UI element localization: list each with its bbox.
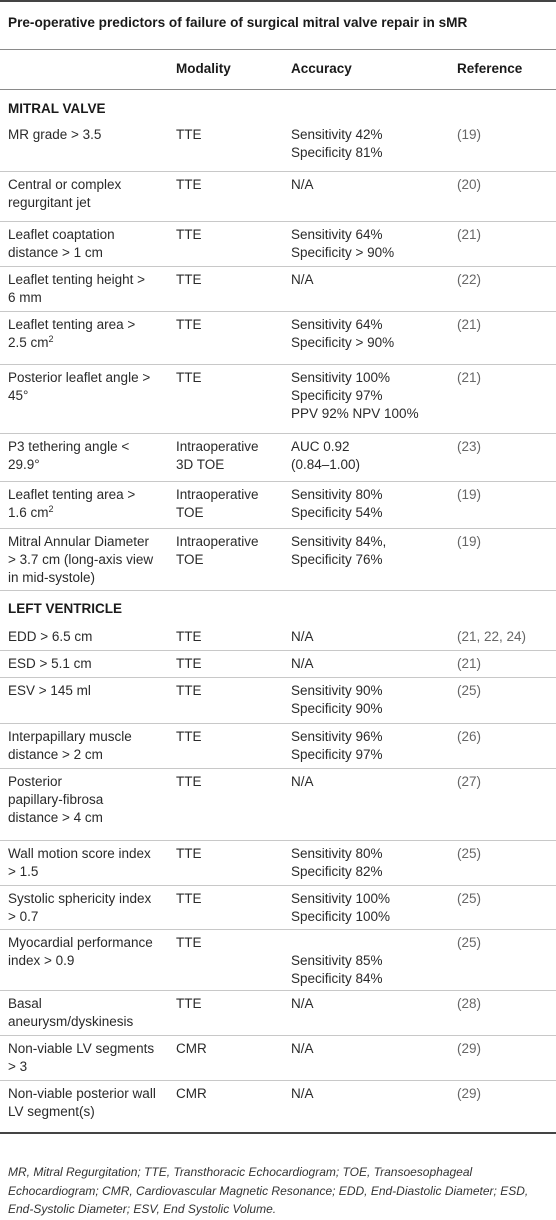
table-caption: Pre-operative predictors of failure of surgical mitral valve repair in sMR [8,15,468,30]
accuracy-text: Sensitivity 84%, [291,534,387,549]
predictor-text: > 1.5 [8,864,39,879]
reference-link: (21) [457,317,482,332]
modality-text: TTE [176,656,202,671]
column-header: Accuracy [291,61,352,76]
top-rule [0,0,556,2]
predictor-text: Interpapillary muscle [8,729,132,744]
caption-rule [0,49,556,50]
accuracy-text: Sensitivity 80% [291,487,383,502]
accuracy-text: Sensitivity 100% [291,891,391,906]
modality-text: CMR [176,1086,207,1101]
predictor-text: Central or complex [8,177,122,192]
accuracy-text: N/A [291,272,314,287]
modality-text: CMR [176,1041,207,1056]
row-separator [0,590,556,591]
predictor-text: LV segment(s) [8,1104,95,1119]
reference-link: (20) [457,177,482,192]
predictor-text: aneurysm/dyskinesis [8,1014,134,1029]
accuracy-text: N/A [291,774,314,789]
predictor-text: Non-viable posterior wall [8,1086,156,1101]
predictor-text: Posterior [8,774,63,789]
section-heading: LEFT VENTRICLE [8,601,122,616]
reference-link: (22) [457,272,482,287]
row-separator [0,768,556,769]
accuracy-text: Specificity 97% [291,747,383,762]
predictor-text: Posterior leaflet angle > [8,370,151,385]
accuracy-text: N/A [291,656,314,671]
predictor-text: P3 tethering angle < [8,439,130,454]
modality-text: 3D TOE [176,457,225,472]
accuracy-text: N/A [291,1041,314,1056]
accuracy-text: Sensitivity 96% [291,729,383,744]
row-separator [0,433,556,434]
predictor-text: Non-viable LV segments [8,1041,155,1056]
modality-text: TTE [176,227,202,242]
predictor-text: Leaflet tenting area > [8,487,136,502]
reference-link: (25) [457,683,482,698]
row-separator [0,840,556,841]
row-separator [0,677,556,678]
superscript: 2 [48,334,54,344]
modality-text: TTE [176,629,202,644]
row-separator [0,723,556,724]
accuracy-text: Specificity 84% [291,971,383,986]
accuracy-text: Specificity 54% [291,505,383,520]
modality-text: TTE [176,127,202,142]
predictor-text: ESD > 5.1 cm [8,656,92,671]
modality-text: TTE [176,935,202,950]
reference-link: (27) [457,774,482,789]
modality-text: Intraoperative [176,487,259,502]
predictor-text: Leaflet coaptation [8,227,115,242]
accuracy-text: N/A [291,996,314,1011]
predictor-text: papillary-fibrosa [8,792,104,807]
row-separator [0,650,556,651]
reference-link: (25) [457,891,482,906]
predictor-text: Leaflet tenting height > [8,272,145,287]
reference-link: (19) [457,127,482,142]
accuracy-text: Sensitivity 64% [291,227,383,242]
predictor-text: MR grade > 3.5 [8,127,102,142]
reference-link: (21) [457,656,482,671]
predictor-text: Leaflet tenting area > [8,317,136,332]
accuracy-text: (0.84–1.00) [291,457,361,472]
predictor-text: EDD > 6.5 cm [8,629,93,644]
reference-link: (28) [457,996,482,1011]
accuracy-text: Sensitivity 64% [291,317,383,332]
modality-text: TOE [176,505,204,520]
predictor-text: index > 0.9 [8,953,75,968]
reference-link: (26) [457,729,482,744]
accuracy-text: Specificity 81% [291,145,383,160]
accuracy-text: Specificity 97% [291,388,383,403]
modality-text: TTE [176,272,202,287]
row-separator [0,311,556,312]
predictor-text: distance > 2 cm [8,747,103,762]
accuracy-text: N/A [291,177,314,192]
accuracy-text: Sensitivity 90% [291,683,383,698]
predictor-text: 29.9° [8,457,40,472]
table-footnote: MR, Mitral Regurgitation; TTE, Transthoracic Echocardiogram; TOE, Transoesophageal Echocardiogram; CMR, Cardiovascular Magnetic Resonance; EDD, End-Diastolic Diameter; ESD, End-Systolic Diameter; ESV, End Systolic Volume. [8,1165,529,1216]
accuracy-text: PPV 92% NPV 100% [291,406,419,421]
row-separator [0,1080,556,1081]
predictor-text: in mid-systole) [8,570,96,585]
modality-text: TTE [176,846,202,861]
predictor-text: Wall motion score index [8,846,151,861]
accuracy-text: Specificity 82% [291,864,383,879]
predictor-text: > 3.7 cm (long-axis view [8,552,154,567]
modality-text: TTE [176,996,202,1011]
row-separator [0,528,556,529]
accuracy-text: Specificity 76% [291,552,383,567]
reference-link: (21) [457,227,482,242]
modality-text: Intraoperative [176,439,259,454]
modality-text: TTE [176,683,202,698]
accuracy-text: Sensitivity 100% [291,370,391,385]
modality-text: TTE [176,370,202,385]
row-separator [0,171,556,172]
row-separator [0,266,556,267]
modality-text: TTE [176,317,202,332]
column-header: Reference [457,61,523,76]
accuracy-text: N/A [291,1086,314,1101]
row-separator [0,364,556,365]
predictor-text: 45° [8,388,29,403]
row-separator [0,929,556,930]
predictor-text: Systolic sphericity index [8,891,152,906]
reference-link: (29) [457,1041,482,1056]
modality-text: TTE [176,729,202,744]
section-heading: MITRAL VALVE [8,101,106,116]
predictor-text: distance > 1 cm [8,245,103,260]
reference-link: (19) [457,487,482,502]
reference-link: (23) [457,439,482,454]
predictor-text: Basal [8,996,42,1011]
predictor-text: ESV > 145 ml [8,683,91,698]
superscript: 2 [48,504,54,514]
accuracy-text: Sensitivity 85% [291,953,383,968]
row-separator [0,885,556,886]
column-header: Modality [176,61,231,76]
predictor-text: > 0.7 [8,909,39,924]
reference-link: (29) [457,1086,482,1101]
reference-link: (21) [457,370,482,385]
row-separator [0,221,556,222]
predictor-text: 6 mm [8,290,42,305]
accuracy-text: AUC 0.92 [291,439,350,454]
row-separator [0,990,556,991]
accuracy-text: Sensitivity 42% [291,127,383,142]
row-separator [0,1035,556,1036]
modality-text: TTE [176,177,202,192]
predictor-text: distance > 4 cm [8,810,103,825]
accuracy-text: Specificity 90% [291,701,383,716]
accuracy-text: Sensitivity 80% [291,846,383,861]
modality-text: TTE [176,891,202,906]
predictor-text: > 3 [8,1059,28,1074]
modality-text: TTE [176,774,202,789]
predictor-text: 1.6 $cm^2$ [8,504,54,520]
reference-link: (21, 22, 24) [457,629,527,644]
reference-link: (25) [457,846,482,861]
accuracy-text: Specificity > 90% [291,335,395,350]
accuracy-text: Specificity 100% [291,909,391,924]
predictor-text: regurgitant jet [8,195,91,210]
predictor-text: Myocardial performance [8,935,153,950]
header-rule [0,89,556,90]
accuracy-text: N/A [291,629,314,644]
predictor-text: Mitral Annular Diameter [8,534,150,549]
modality-text: Intraoperative [176,534,259,549]
row-separator [0,481,556,482]
reference-link: (19) [457,534,482,549]
predictor-text: 2.5 $cm^2$ [8,334,54,350]
reference-link: (25) [457,935,482,950]
modality-text: TOE [176,552,204,567]
bottom-rule [0,1132,556,1134]
accuracy-text: Specificity > 90% [291,245,395,260]
